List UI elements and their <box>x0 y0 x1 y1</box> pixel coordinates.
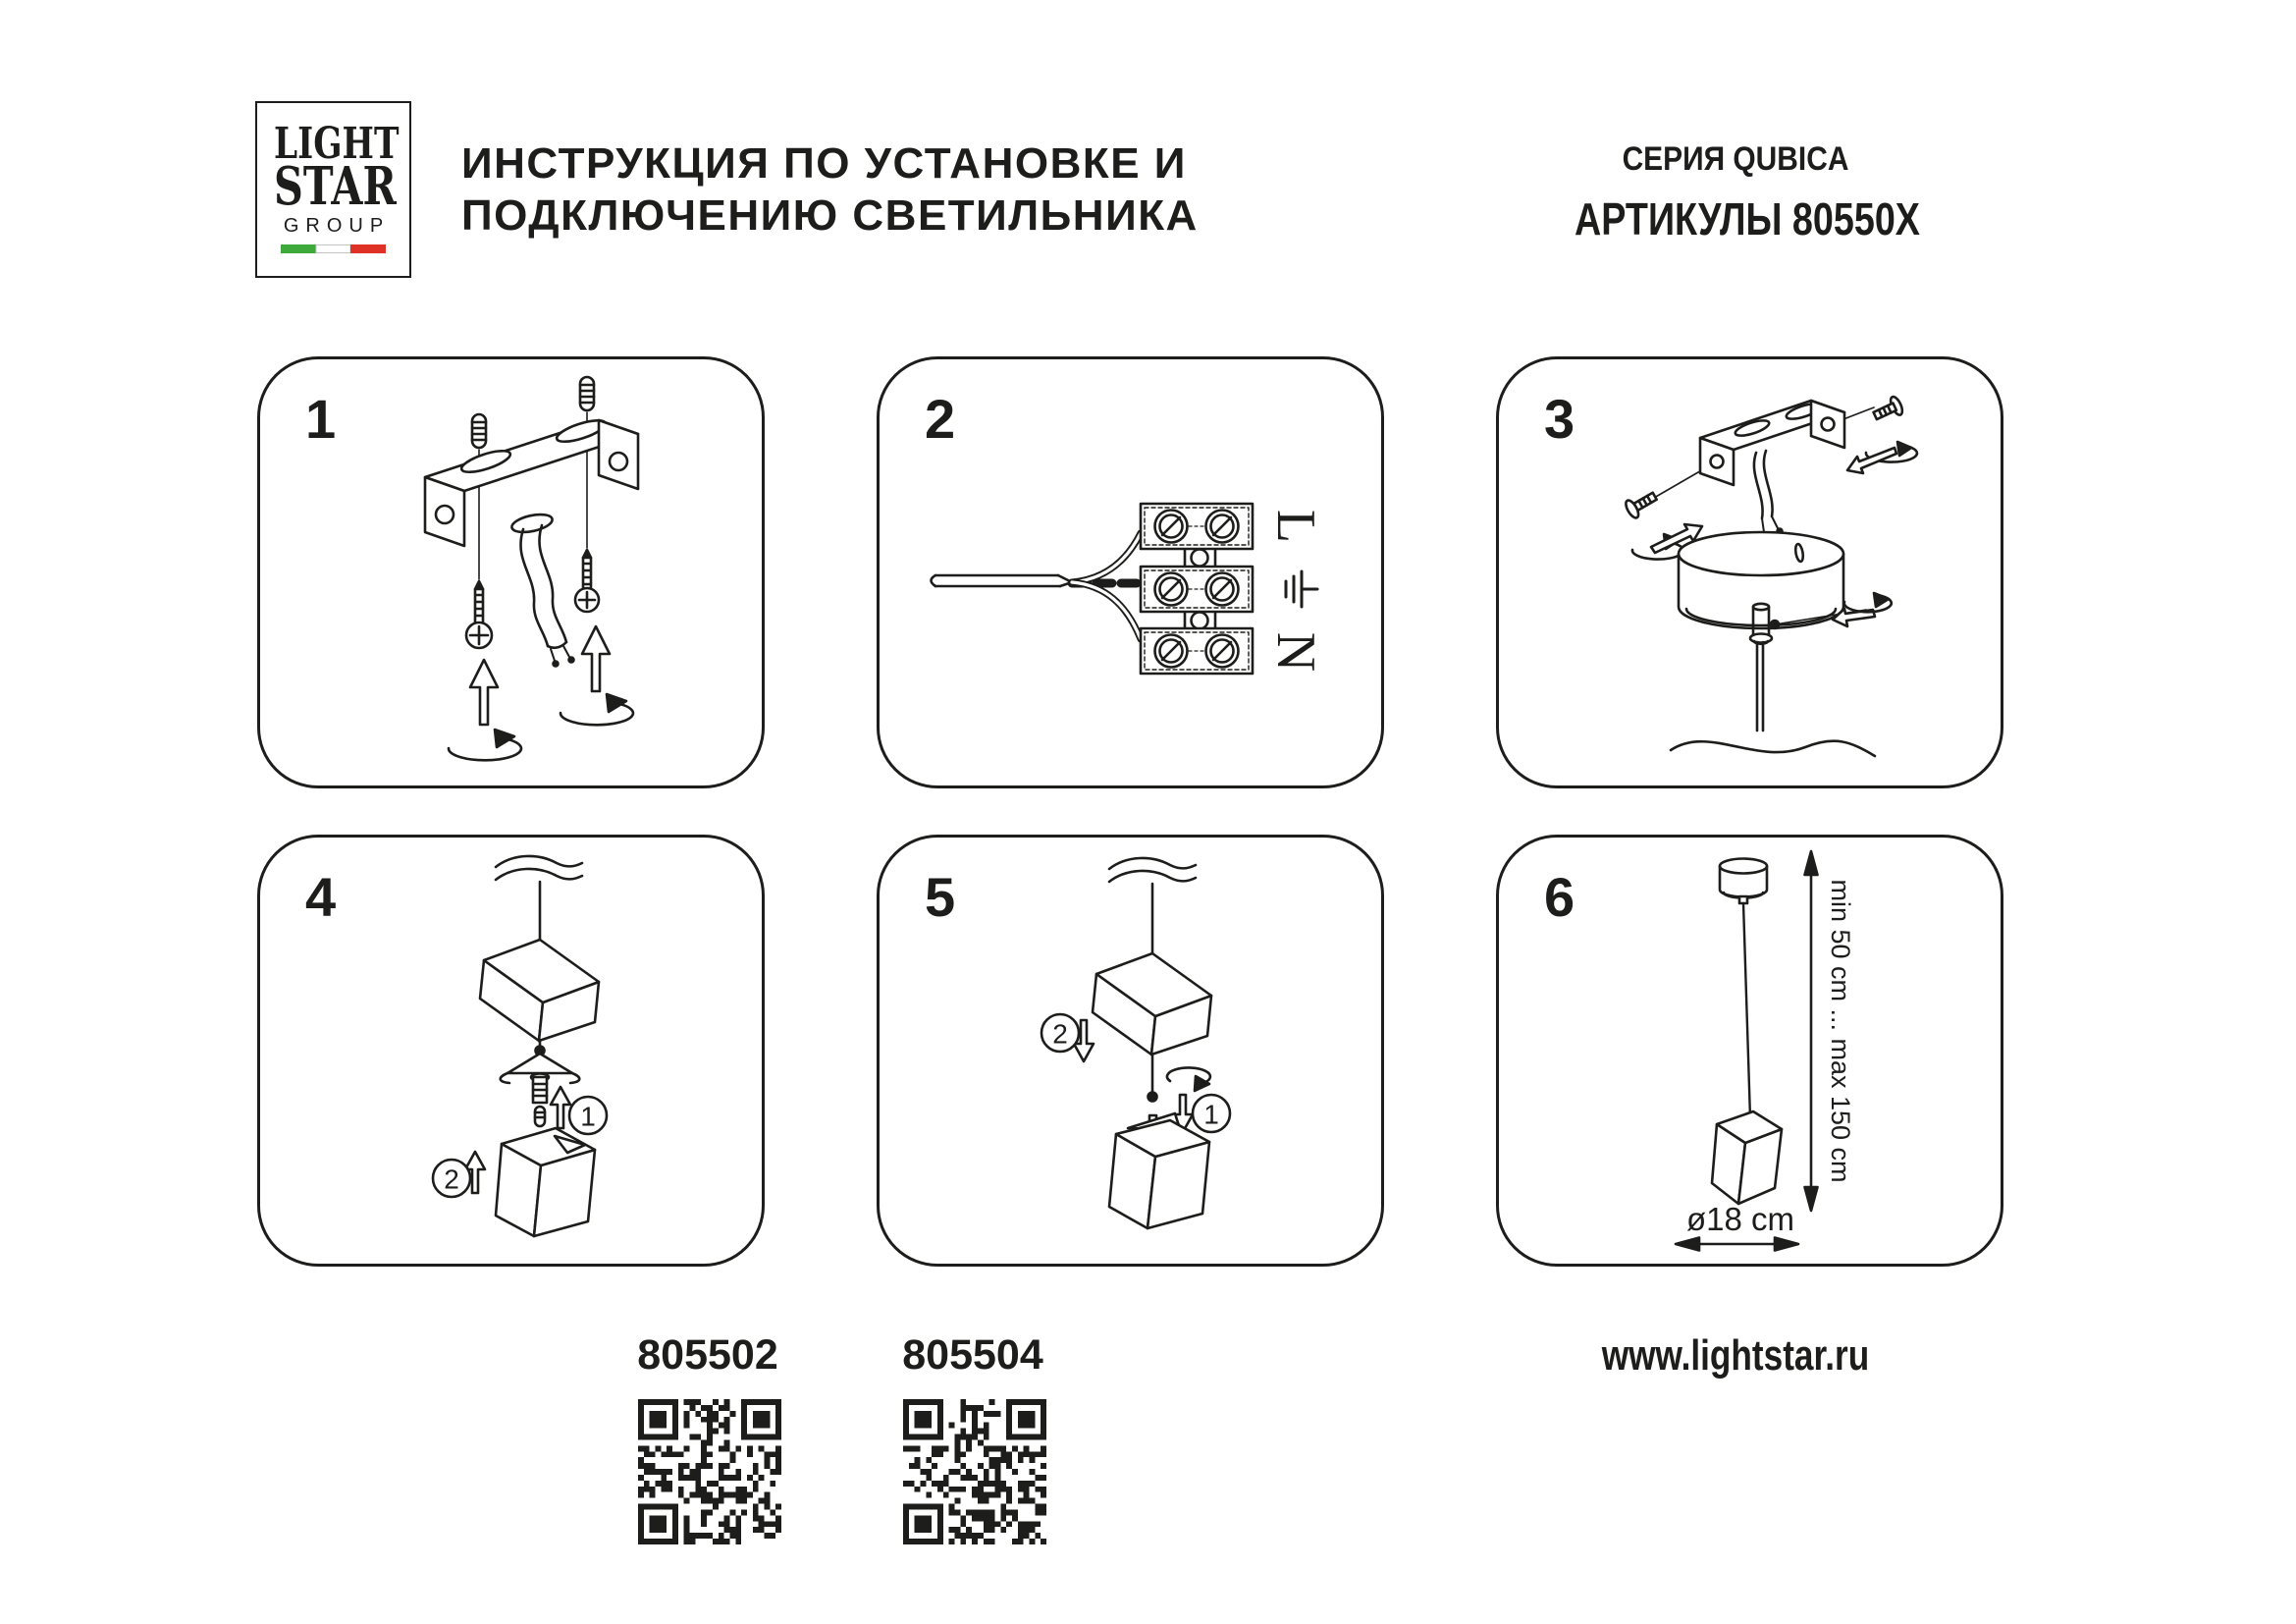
step-panel-4 <box>257 835 765 1267</box>
terminal-block-icon <box>1141 504 1253 674</box>
folded-shade-icon <box>1093 953 1211 1055</box>
rotate-arrow-icon <box>1167 1067 1210 1091</box>
ceiling-wave-line <box>1671 741 1875 756</box>
step-panel-6 <box>1496 835 2003 1267</box>
screw-icon <box>1871 395 1904 424</box>
step-marker-2 <box>1041 1014 1079 1052</box>
screw-icon <box>1624 488 1660 520</box>
ceiling-wave-line <box>1109 858 1196 882</box>
ceiling-canopy-icon <box>1720 859 1767 904</box>
cube-shade-icon <box>1712 1111 1782 1204</box>
ceiling-wave-line <box>496 856 582 880</box>
step-panel-3 <box>1496 356 2003 788</box>
screw-icon <box>575 550 599 612</box>
terminal-row-line <box>1141 504 1253 549</box>
step-panel-5 <box>877 835 1384 1267</box>
height-dimension-arrow <box>1805 851 1818 1211</box>
neutral-label: N <box>1265 631 1326 673</box>
arrow-up-icon <box>470 660 498 725</box>
wall-plug-icon <box>472 414 486 448</box>
logo-word-group: GROUP <box>283 215 391 237</box>
arrow-up-icon <box>582 626 610 691</box>
arrow-up-icon <box>551 1087 570 1128</box>
arrow-icon <box>1847 448 1896 473</box>
cube-shade-icon <box>496 1128 595 1236</box>
ceiling-cable-icon <box>510 512 574 667</box>
mounting-bracket-icon <box>1700 401 1844 485</box>
series-label: СЕРИЯ QUBICA <box>1622 140 1849 178</box>
step-number-1: 1 <box>305 388 337 450</box>
cord-icon <box>1743 903 1750 1118</box>
threaded-nipple-icon <box>531 1074 549 1104</box>
title-line-1: ИНСТРУКЦИЯ ПО УСТАНОВКЕ И <box>461 139 1187 188</box>
italy-flag-stripe-icon <box>281 244 386 254</box>
height-range-label: min 50 cm ... max 150 cm <box>1826 879 1855 1183</box>
rotate-arrow-icon <box>561 694 633 725</box>
rotate-arrow-icon <box>449 730 521 760</box>
folded-shade-icon <box>480 940 599 1041</box>
diameter-label: ø18 cm <box>1685 1201 1795 1237</box>
step-number-3: 3 <box>1544 388 1575 450</box>
diameter-dimension-arrow <box>1676 1238 1798 1251</box>
screw-icon <box>466 581 492 648</box>
ceiling-canopy-icon <box>1679 532 1843 644</box>
step-number-6: 6 <box>1544 866 1575 928</box>
website-url: www.lightstar.ru <box>1601 1331 1870 1380</box>
articles-label: АРТИКУЛЫ 80550X <box>1575 193 1920 244</box>
mains-cable-icon <box>932 533 1144 639</box>
lightstar-logo <box>255 101 411 278</box>
step-number-4: 4 <box>305 866 337 928</box>
step-marker-1 <box>1193 1095 1230 1132</box>
line-label: L <box>1265 509 1326 544</box>
series-block <box>1539 140 1932 245</box>
article-number-left: 805502 <box>637 1331 778 1379</box>
lamp-bulb-icon <box>535 1107 545 1126</box>
qr-code-805502 <box>638 1399 781 1544</box>
cord-icon <box>1757 642 1763 731</box>
step-number-2: 2 <box>925 388 956 450</box>
svg-text:1: 1 <box>1203 1099 1219 1130</box>
logo-word-star: STAR <box>274 156 397 217</box>
svg-text:2: 2 <box>1052 1018 1068 1050</box>
svg-text:1: 1 <box>580 1101 596 1132</box>
step-number-5: 5 <box>925 866 956 928</box>
title-line-2: ПОДКЛЮЧЕНИЮ СВЕТИЛЬНИКА <box>461 191 1199 240</box>
cube-shade-icon <box>1109 1120 1209 1228</box>
rotate-arrow-icon <box>1844 593 1892 612</box>
logo-word-light: LIGHT <box>274 119 400 169</box>
qr-code-805504 <box>903 1399 1046 1544</box>
step-marker-1 <box>569 1097 607 1134</box>
svg-text:2: 2 <box>444 1164 459 1195</box>
step-panel-1 <box>257 356 765 788</box>
cord-knot-dot <box>1148 1093 1157 1102</box>
page-title <box>461 137 1199 242</box>
step-panel-2 <box>877 356 1384 788</box>
terminal-row-neutral <box>1141 628 1253 674</box>
article-number-right: 805504 <box>902 1331 1043 1379</box>
mounting-bracket-icon <box>425 416 638 546</box>
cable-icon <box>1754 451 1783 539</box>
wall-plug-icon <box>580 377 594 410</box>
terminal-row-earth <box>1141 567 1253 612</box>
step-marker-2 <box>433 1160 470 1197</box>
earth-ground-icon <box>1286 571 1317 607</box>
